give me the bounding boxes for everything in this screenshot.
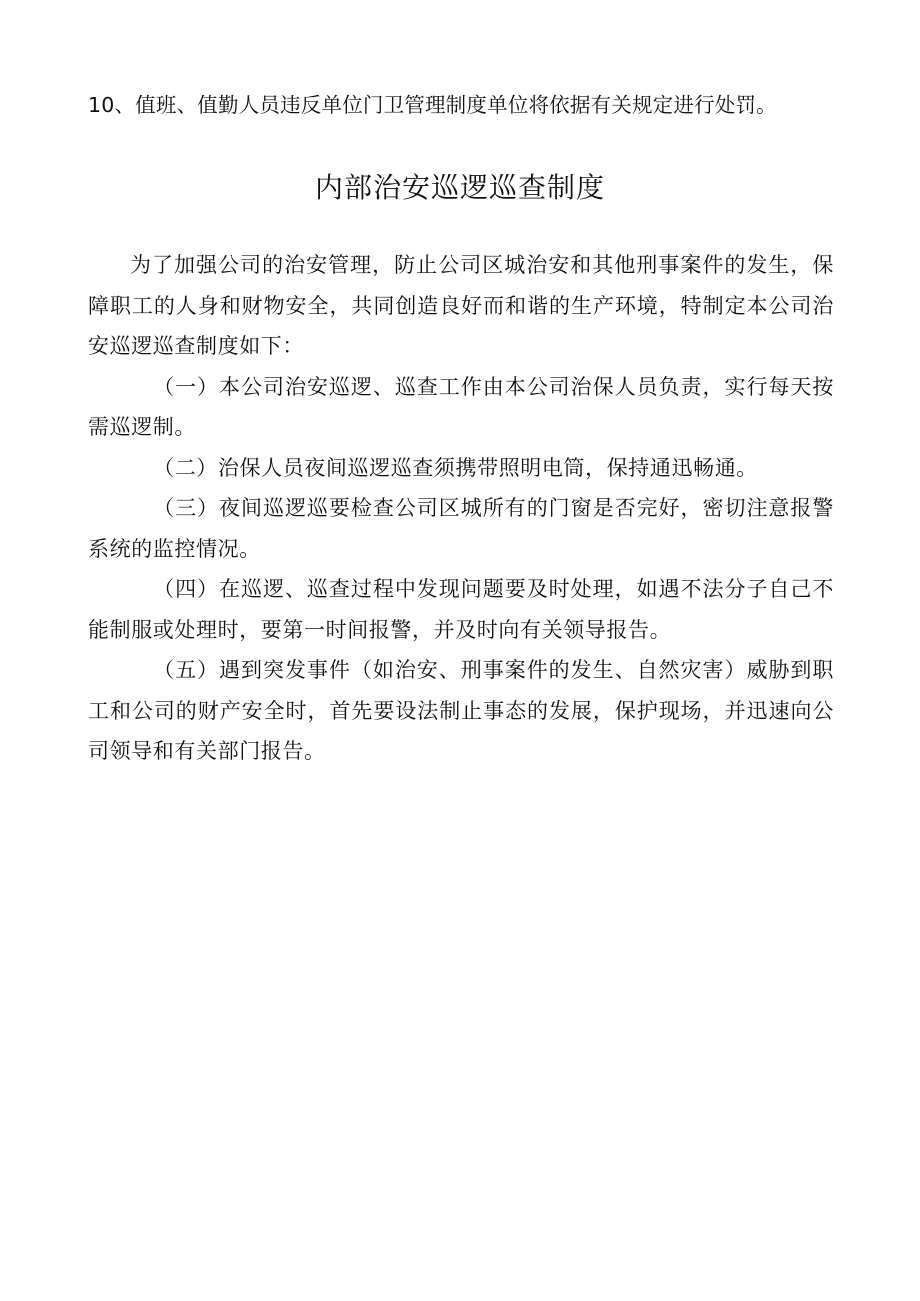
rule-item-3: （三）夜间巡逻巡要检查公司区城所有的门窗是否完好，密切注意报警系统的监控情况。 [88, 496, 834, 561]
previous-rule-item-10: 10、值班、值勤人员违反单位门卫管理制度单位将依据有关规定进行处罚。 [88, 93, 777, 117]
intro-paragraph: 为了加强公司的治安管理，防止公司区城治安和其他刑事案件的发生，保障职工的人身和财物安全，共同创造良好而和谐的生产环境，特制定本公司治安巡逻巡查制度如下： [88, 253, 834, 358]
rule-item-5: （五）遇到突发事件（如治安、刑事案件的发生、自然灾害）威胁到职工和公司的财产安全时，首先要设法制止事态的发展，保护现场，并迅速向公司领导和有关部门报告。 [88, 658, 834, 763]
rule-item-2: （二）治保人员夜间巡逻巡查须携带照明电筒，保持通迅畅通。 [153, 455, 758, 480]
rule-item-4: （四）在巡逻、巡查过程中发现问题要及时处理，如遇不法分子自己不能制服或处理时，要第一时间报警，并及时向有关领导报告。 [88, 577, 834, 642]
rule-item-1: （一）本公司治安巡逻、巡查工作由本公司治保人员负责，实行每天按需巡逻制。 [88, 374, 834, 439]
document-body [88, 245, 834, 772]
document-title: 内部治安巡逻巡查制度 [314, 171, 605, 204]
